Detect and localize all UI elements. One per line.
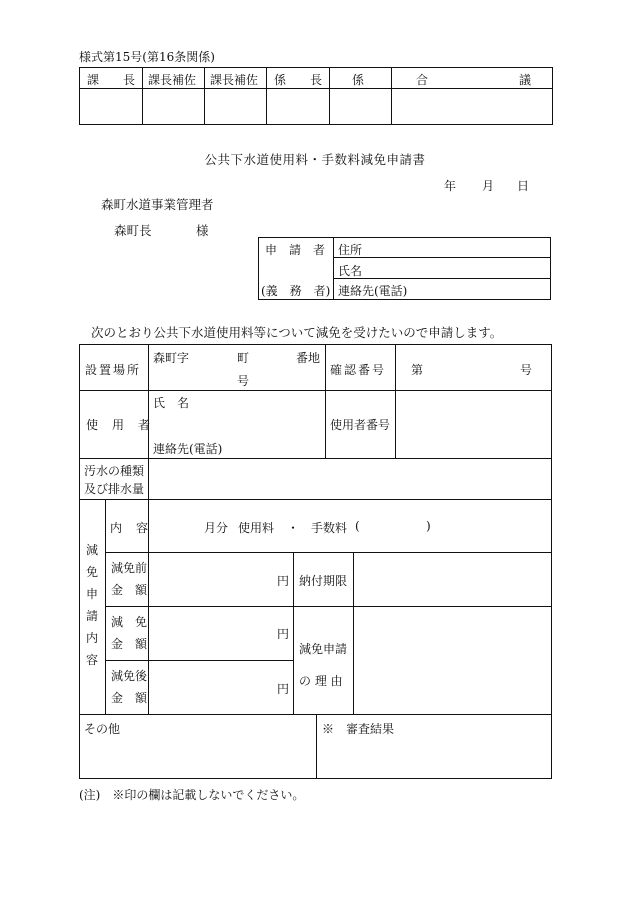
reduction-amount-yen: 円 [277, 627, 290, 641]
reduction-amount-field[interactable] [149, 607, 275, 659]
date-month[interactable]: 月 [482, 179, 495, 193]
reduction-amount-label: 金 額 [111, 637, 148, 651]
content-paren-close: ) [426, 519, 431, 533]
applicant-label: 申 請 者 [265, 243, 326, 257]
reduction-side-char: 減 [86, 543, 99, 557]
location-go: 号 [237, 374, 250, 388]
approval-header-kacho: 課 長 [86, 73, 135, 87]
content-handling-fee[interactable]: 手数料 [311, 521, 348, 535]
location-prefix[interactable]: 森町字 [153, 351, 190, 365]
intro-sentence: 次のとおり公共下水道使用料等について減免を受けたいので申請します。 [91, 325, 503, 340]
other-label: その他 [84, 722, 121, 736]
confirmation-go: 号 [520, 363, 533, 377]
sewage-field[interactable] [149, 459, 549, 498]
footnote: (注) ※印の欄は記載しないでください。 [79, 788, 305, 802]
after-amount-label: 減免後 [111, 669, 148, 683]
due-date-label: 納付期限 [299, 574, 348, 588]
location-banchi: 番地 [296, 351, 321, 365]
approval-header-go: 合 [416, 73, 429, 87]
review-result-label: ※ 審査結果 [322, 722, 395, 736]
reduction-amount-label: 減 免 [111, 615, 148, 629]
location-machi: 町 [237, 351, 250, 365]
other-field[interactable] [81, 737, 314, 777]
before-amount-yen: 円 [277, 574, 290, 588]
stamp-cell[interactable] [80, 89, 141, 124]
stamp-cell[interactable] [143, 89, 203, 124]
reduction-side-char: 免 [86, 565, 99, 579]
approval-header-kakaricho: 係 長 [274, 73, 323, 87]
approval-header-kacho-hosa-2: 課長補佐 [210, 73, 259, 87]
approval-header-kakari: 係 [352, 73, 365, 87]
reduction-side-char: 内 [86, 631, 99, 645]
content-separator: ・ [287, 521, 300, 535]
stamp-cell[interactable] [267, 89, 328, 124]
content-usage-fee[interactable]: 使用料 [238, 521, 275, 535]
confirmation-dai: 第 [411, 363, 424, 377]
approval-header-kacho-hosa-1: 課長補佐 [148, 73, 197, 87]
before-amount-field[interactable] [149, 553, 275, 605]
approval-table [79, 67, 553, 125]
applicant-contact-field[interactable]: 連絡先(電話) [338, 284, 408, 298]
divider [80, 499, 551, 500]
approval-header-gi: 議 [519, 73, 532, 87]
divider [325, 345, 326, 458]
applicant-name-field[interactable]: 氏名 [338, 264, 363, 278]
addressee-line-1: 森町水道事業管理者 [101, 197, 214, 212]
divider [105, 499, 106, 714]
divider [333, 238, 334, 299]
date-day[interactable]: 日 [517, 179, 530, 193]
after-amount-field[interactable] [149, 661, 275, 713]
user-number-field[interactable] [396, 391, 549, 457]
divider [293, 552, 294, 714]
divider [333, 278, 550, 279]
content-month[interactable]: 月分 [204, 521, 229, 535]
content-label: 内 容 [110, 521, 150, 535]
divider [316, 714, 317, 778]
reason-label: 減免申請 [299, 642, 348, 656]
obligor-label: (義 務 者) [261, 284, 331, 298]
applicant-box [258, 237, 551, 300]
reason-label: の 理 由 [299, 674, 343, 688]
addressee-honorific: 様 [196, 223, 209, 238]
reduction-side-char: 請 [86, 609, 99, 623]
confirmation-label: 確認番号 [330, 363, 387, 377]
applicant-address-field[interactable]: 住所 [338, 243, 363, 257]
sewage-volume-label: 及び排水量 [84, 482, 145, 496]
sewage-type-label: 汚水の種類 [84, 464, 145, 478]
after-amount-yen: 円 [277, 682, 290, 696]
before-amount-label: 減免前 [111, 561, 148, 575]
stamp-cell[interactable] [330, 89, 390, 124]
divider [333, 257, 550, 258]
user-label: 使 用 者 [86, 418, 152, 432]
user-name-field[interactable]: 氏 名 [153, 396, 190, 410]
reduction-side-char: 申 [86, 587, 99, 601]
date-year[interactable]: 年 [444, 179, 457, 193]
reduction-side-char: 容 [86, 653, 99, 667]
stamp-cell[interactable] [392, 89, 550, 124]
stamp-cell[interactable] [205, 89, 265, 124]
user-number-label: 使用者番号 [330, 418, 391, 432]
addressee-line-2 [114, 221, 209, 239]
form-number: 様式第15号(第16条関係) [79, 50, 215, 64]
before-amount-label: 金 額 [111, 583, 148, 597]
user-contact-field[interactable]: 連絡先(電話) [153, 442, 223, 456]
document-title: 公共下水道使用料・手数料減免申請書 [204, 152, 426, 167]
due-date-field[interactable] [354, 553, 549, 605]
after-amount-label: 金 額 [111, 691, 148, 705]
reason-field[interactable] [354, 607, 549, 713]
location-label: 設置場所 [85, 363, 142, 377]
content-paren-open: ( [355, 519, 360, 533]
application-form [79, 344, 552, 779]
addressee-mayor: 森町長 [114, 223, 152, 238]
